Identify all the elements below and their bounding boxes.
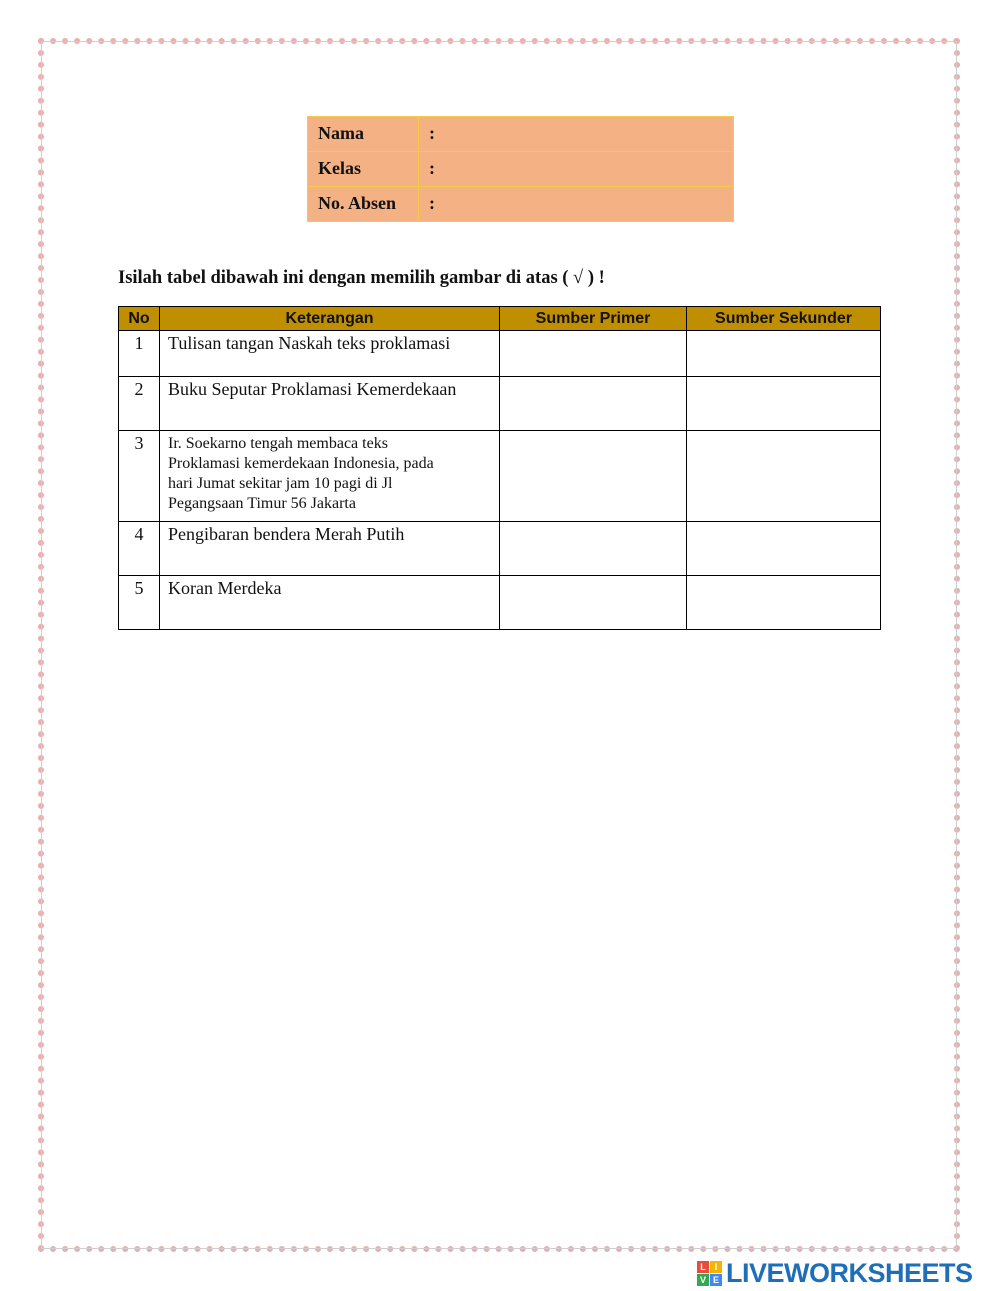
description-line: hari Jumat sekitar jam 10 pagi di Jl — [168, 475, 393, 492]
row-number: 1 — [119, 331, 160, 377]
identity-row-absence-number — [308, 187, 734, 222]
liveworksheets-logo-icon — [697, 1261, 722, 1286]
table-row — [119, 377, 881, 431]
row-description: Koran Merdeka — [160, 576, 500, 630]
name-field[interactable]: : — [419, 117, 734, 152]
row-description — [160, 431, 500, 522]
table-row — [119, 331, 881, 377]
row-description: Pengibaran bendera Merah Putih — [160, 522, 500, 576]
secondary-source-cell[interactable] — [687, 431, 881, 522]
row-description: Buku Seputar Proklamasi Kemerdekaan — [160, 377, 500, 431]
absence-number-field[interactable]: : — [419, 187, 734, 222]
table-row — [119, 431, 881, 522]
absence-number-label: No. Absen — [308, 187, 419, 222]
primary-source-cell[interactable] — [500, 522, 687, 576]
liveworksheets-brand — [697, 1258, 973, 1289]
header-secondary-source: Sumber Sekunder — [687, 307, 881, 331]
row-number: 5 — [119, 576, 160, 630]
primary-source-cell[interactable] — [500, 431, 687, 522]
table-row — [119, 522, 881, 576]
brand-wordmark: LIVEWORKSHEETS — [726, 1258, 973, 1288]
identity-row-class — [308, 152, 734, 187]
table-header-row — [119, 307, 881, 331]
row-number: 4 — [119, 522, 160, 576]
secondary-source-cell[interactable] — [687, 522, 881, 576]
logo-letter-e: E — [710, 1274, 722, 1286]
description-line: Ir. Soekarno tengah membaca teks — [168, 435, 388, 452]
primary-source-cell[interactable] — [500, 331, 687, 377]
primary-source-cell[interactable] — [500, 377, 687, 431]
description-line: Pegangsaan Timur 56 Jakarta — [168, 495, 356, 512]
header-description: Keterangan — [160, 307, 500, 331]
description-line: Proklamasi kemerdekaan Indonesia, pada — [168, 455, 434, 472]
row-description: Tulisan tangan Naskah teks proklamasi — [160, 331, 500, 377]
secondary-source-cell[interactable] — [687, 576, 881, 630]
secondary-source-cell[interactable] — [687, 377, 881, 431]
source-classification-table — [118, 306, 881, 630]
logo-letter-l: L — [697, 1261, 709, 1273]
row-number: 2 — [119, 377, 160, 431]
row-number: 3 — [119, 431, 160, 522]
student-identity-table — [307, 116, 734, 222]
header-no: No — [119, 307, 160, 331]
class-label: Kelas — [308, 152, 419, 187]
primary-source-cell[interactable] — [500, 576, 687, 630]
logo-letter-v: V — [697, 1274, 709, 1286]
instruction-text: Isilah tabel dibawah ini dengan memilih gambar di atas ( √ ) ! — [118, 268, 605, 288]
table-row — [119, 576, 881, 630]
header-primary-source: Sumber Primer — [500, 307, 687, 331]
class-field[interactable]: : — [419, 152, 734, 187]
name-label: Nama — [308, 117, 419, 152]
identity-row-name — [308, 117, 734, 152]
secondary-source-cell[interactable] — [687, 331, 881, 377]
logo-letter-i: I — [710, 1261, 722, 1273]
